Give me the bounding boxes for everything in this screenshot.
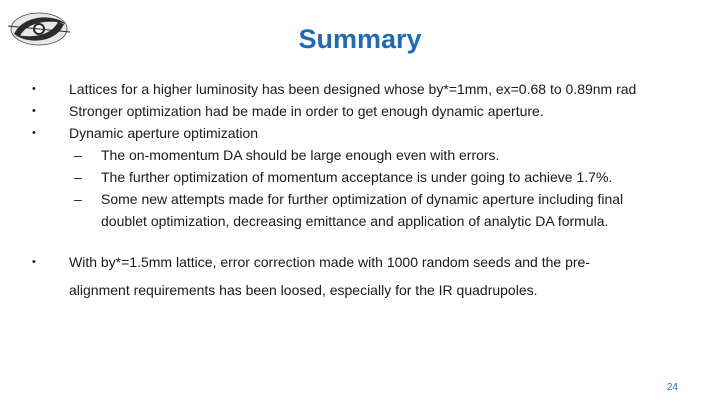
sub-bullet-item xyxy=(24,166,704,188)
bullet-item xyxy=(24,100,704,122)
bullet-item xyxy=(24,122,704,144)
sub-bullet-item xyxy=(24,188,704,210)
bullet-continuation-text: alignment requirements has been loosed, especially for the IR quadrupoles. xyxy=(69,282,538,298)
bullet-text: Stronger optimization had be made in order to get enough dynamic aperture. xyxy=(69,103,544,119)
bullet-marker: • xyxy=(32,105,36,117)
bullet-item xyxy=(24,248,704,276)
bullet-item xyxy=(24,78,704,100)
bullet-text: Lattices for a higher luminosity has been designed whose by*=1mm, ex=0.68 to 0.89nm rad xyxy=(69,81,637,97)
page-number: 24 xyxy=(666,382,678,393)
sub-bullet-continuation xyxy=(24,210,704,232)
bullet-list xyxy=(24,78,704,304)
sub-bullet-continuation-text: doublet optimization, decreasing emittance and application of analytic DA formula. xyxy=(101,213,609,229)
sub-bullet-text: The on-momentum DA should be large enough even with errors. xyxy=(101,147,500,163)
bullet-marker: • xyxy=(32,83,36,95)
bullet-marker: • xyxy=(32,256,36,268)
sub-bullet-marker: – xyxy=(74,169,82,185)
bullet-marker: • xyxy=(32,127,36,139)
sub-bullet-item xyxy=(24,144,704,166)
sub-bullet-marker: – xyxy=(74,191,82,207)
sub-bullet-text: Some new attempts made for further optimization of dynamic aperture including final xyxy=(101,191,624,207)
bullet-text: With by*=1.5mm lattice, error correction made with 1000 random seeds and the pre- xyxy=(69,254,590,270)
sub-bullet-text: The further optimization of momentum acceptance is under going to achieve 1.7%. xyxy=(101,169,613,185)
slide-title: Summary xyxy=(298,24,422,54)
bullet-continuation xyxy=(24,276,704,304)
sub-bullet-marker: – xyxy=(74,147,82,163)
bullet-text: Dynamic aperture optimization xyxy=(69,125,259,141)
